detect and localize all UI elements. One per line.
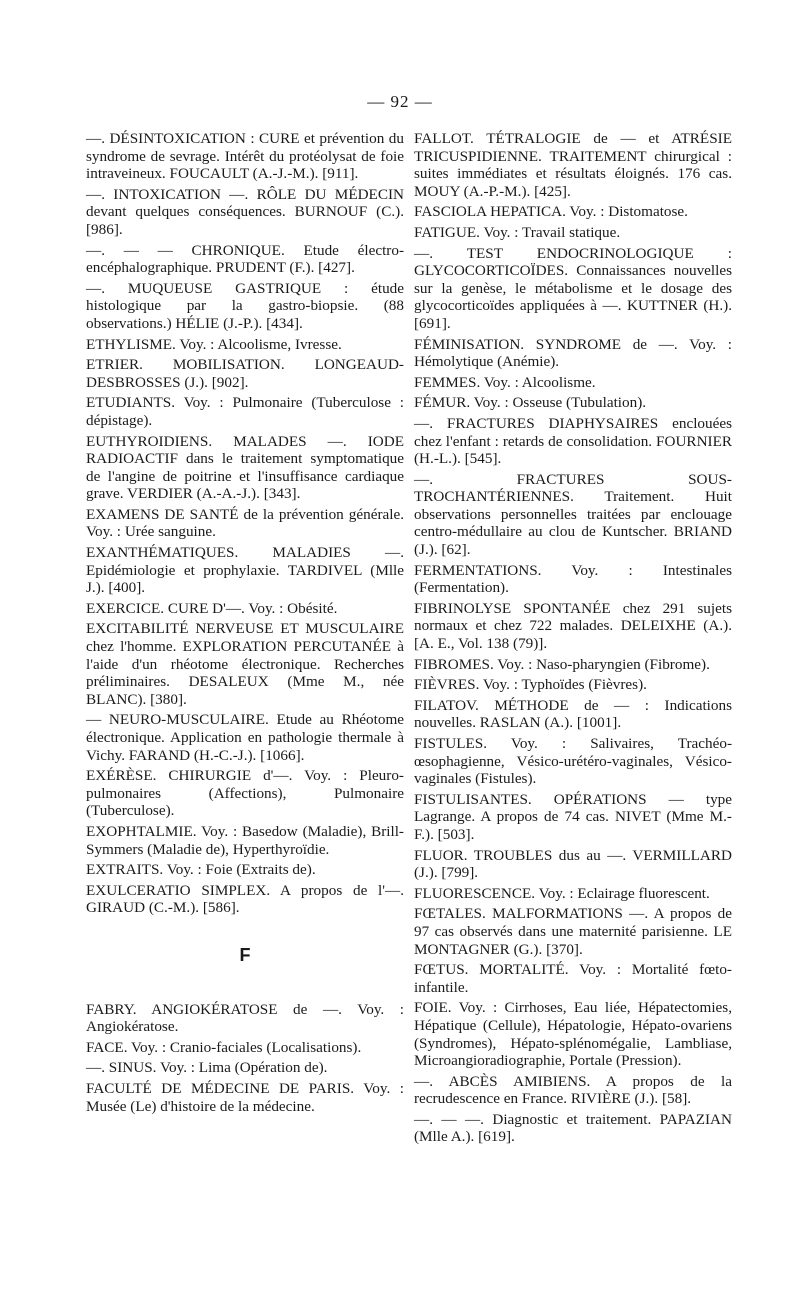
index-entry: EXCITABILITÉ NERVEUSE ET MUSCULAIRE chez l'homme. EXPLORATION PERCUTANÉE à l'aide d'un rhéotome électronique. Recherches préliminaires. DESALEUX (Mme M., née BLANC). [380]. (86, 620, 404, 708)
index-entry: FIÈVRES. Voy. : Typhoïdes (Fièvres). (414, 676, 647, 694)
left-index-column (86, 130, 404, 1118)
index-entry: —. INTOXICATION —. RÔLE DU MÉDECIN devant quelques conséquences. BURNOUF (C.). [986]. (86, 185, 404, 238)
index-entry: FÉMUR. Voy. : Osseuse (Tubulation). (414, 394, 647, 412)
index-entry: FALLOT. TÉTRALOGIE de — et ATRÉSIE TRICUSPIDIENNE. TRAITEMENT chirurgical : suites immédiates et résultats éloignés. 176 cas. MOUY (A.-P.-M.). [425]. (414, 130, 732, 200)
index-entry: FIBRINOLYSE SPONTANÉE chez 291 sujets normaux et chez 722 malades. DELEIXHE (A.). [A. E., Vol. 138 (79)]. (414, 599, 732, 653)
index-entry: —. DÉSINTOXICATION : CURE et prévention du syndrome de sevrage. Intérêt du protéolysat de foie intraveineux. FOUCAULT (A.-J.-M.). [911]. (86, 130, 404, 183)
index-entry: FÉMINISATION. SYNDROME de —. Voy. : Hémolytique (Anémie). (414, 335, 732, 371)
page-number: — 92 — (367, 92, 433, 111)
left-entries (86, 130, 404, 917)
index-entry: EUTHYROIDIENS. MALADES —. IODE RADIOACTIF dans le traitement symptomatique de l'angine de poitrine et l'insuffisance cardiaque grave. VERDIER (A.-A.-J.). [343]. (86, 432, 404, 503)
index-entry: FASCIOLA HEPATICA. Voy. : Distomatose. (414, 203, 688, 221)
index-entry: EXAMENS DE SANTÉ de la prévention générale. Voy. : Urée sanguine. (86, 505, 404, 541)
index-entry: FLUORESCENCE. Voy. : Eclairage fluorescent. (414, 884, 710, 902)
index-entry: FERMENTATIONS. Voy. : Intestinales (Fermentation). (414, 561, 732, 597)
index-entry: FACULTÉ DE MÉDECINE DE PARIS. Voy. : Musée (Le) d'histoire de la médecine. (86, 1079, 404, 1115)
index-entry: — NEURO-MUSCULAIRE. Etude au Rhéotome électronique. Application en pathologie thermale à Vichy. FARAND (H.-C.-J.). [1066]. (86, 711, 404, 764)
index-entry: FACE. Voy. : Cranio-faciales (Localisations). (86, 1038, 362, 1056)
right-index-column (414, 130, 732, 1149)
index-entry: EXTRAITS. Voy. : Foie (Extraits de). (86, 861, 316, 879)
section-letter: F (239, 944, 251, 965)
index-entry: FABRY. ANGIOKÉRATOSE de —. Voy. : Angiokératose. (86, 1000, 404, 1036)
index-entry: EXANTHÉMATIQUES. MALADIES —. Epidémiologie et prophylaxie. TARDIVEL (Mlle J.). [400]. (86, 544, 404, 597)
index-entry: FISTULISANTES. OPÉRATIONS — type Lagrange. A propos de 74 cas. NIVET (Mme M.-F.). [503]. (414, 790, 732, 843)
index-entry: FISTULES. Voy. : Salivaires, Trachéo-œsophagienne, Vésico-urétéro-vaginales, Vésico-vaginales (Fistules). (414, 735, 732, 788)
index-entry: —. ABCÈS AMIBIENS. A propos de la recrudescence en France. RIVIÈRE (J.). [58]. (414, 1072, 732, 1108)
index-entry: FIBROMES. Voy. : Naso-pharyngien (Fibrome). (414, 655, 710, 673)
index-entry: FATIGUE. Voy. : Travail statique. (414, 223, 621, 241)
index-entry: FILATOV. MÉTHODE de — : Indications nouvelles. RASLAN (A.). [1001]. (414, 696, 732, 732)
index-entry: ETRIER. MOBILISATION. LONGEAUD-DESBROSSES (J.). [902]. (86, 356, 404, 391)
index-entry: —. SINUS. Voy. : Lima (Opération de). (86, 1059, 328, 1077)
left-entries-after (86, 1001, 404, 1116)
index-entry: EXOPHTALMIE. Voy. : Basedow (Maladie), Brill-Symmers (Maladie de), Hyperthyroïdie. (86, 822, 404, 858)
index-entry: —. TEST ENDOCRINOLOGIQUE : GLYCOCORTICOÏDES. Connaissances nouvelles sur la genèse, le métabolisme et le dosage des glycocorticoïdes appliquées à —. KUTTNER (H.). [691]. (414, 244, 732, 332)
index-entry: FŒTALES. MALFORMATIONS —. A propos de 97 cas observés dans une maternité parisienne. LE MONTAGNER (G.). [370]. (414, 905, 732, 958)
index-entry: EXULCERATIO SIMPLEX. A propos de l'—. GIRAUD (C.-M.). [586]. (86, 881, 404, 917)
index-entry: —. MUQUEUSE GASTRIQUE : étude histologique par la gastro-biopsie. (88 observations.) HÉLIE (J.-P.). [434]. (86, 279, 404, 332)
index-entry: FLUOR. TROUBLES dus au —. VERMILLARD (J.). [799]. (414, 846, 732, 882)
index-entry: ETHYLISME. Voy. : Alcoolisme, Ivresse. (86, 335, 342, 353)
index-entry: EXÉRÈSE. CHIRURGIE d'—. Voy. : Pleuro-pulmonaires (Affections), Pulmonaire (Tuberculose). (86, 767, 404, 820)
index-entry: FEMMES. Voy. : Alcoolisme. (414, 373, 596, 391)
index-entry: —. FRACTURES SOUS-TROCHANTÉRIENNES. Traitement. Huit observations personnelles traitées par enclouage centro-médullaire au clou de Kuntscher. BRIAND (J.). [62]. (414, 470, 732, 559)
index-entry: FOIE. Voy. : Cirrhoses, Eau liée, Hépatectomies, Hépatique (Cellule), Hépatologie, Hépato-ovariens (Syndromes), Hépato-splénomégalie, Lambliase, Microangioradiographie, Portale (Pression). (414, 999, 732, 1070)
index-entry: —. FRACTURES DIAPHYSAIRES enclouées chez l'enfant : retards de consolidation. FOURNIER (H.-L.). [545]. (414, 414, 732, 468)
index-entry: —. — —. Diagnostic et traitement. PAPAZIAN (Mlle A.). [619]. (414, 1110, 732, 1146)
index-entry: EXERCICE. CURE D'—. Voy. : Obésité. (86, 599, 338, 617)
index-entry: FŒTUS. MORTALITÉ. Voy. : Mortalité fœto-infantile. (414, 961, 732, 996)
right-entries (414, 130, 732, 1146)
index-entry: ETUDIANTS. Voy. : Pulmonaire (Tuberculose : dépistage). (86, 394, 404, 429)
index-entry: —. — — CHRONIQUE. Etude électro-encéphalographique. PRUDENT (F.). [427]. (86, 241, 404, 277)
